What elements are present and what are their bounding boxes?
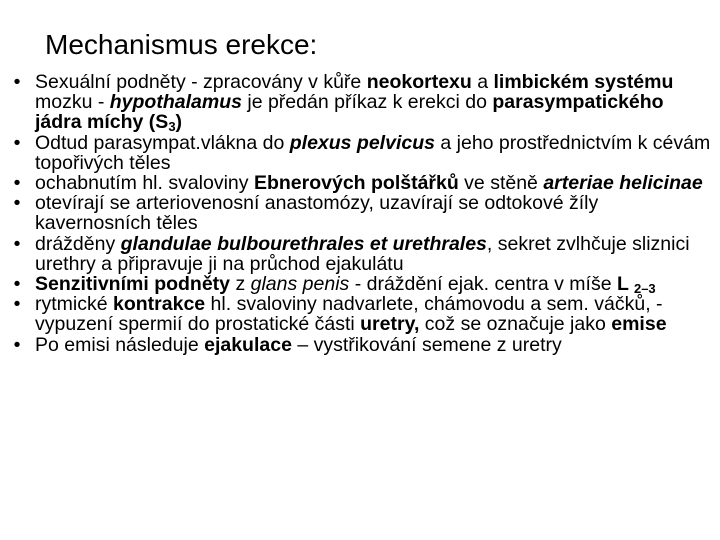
bullet-item bbox=[10, 294, 715, 334]
bullet-text-run: plexus pelvicus bbox=[289, 131, 435, 154]
bullet-text-run: 3 bbox=[168, 119, 176, 135]
bullet-text-run: – vystřikování semene z uretry bbox=[291, 333, 562, 356]
bullet-text-run: ve stěně bbox=[458, 172, 544, 195]
bullet-text-run: Sexuální podněty - zpracovány v kůře bbox=[35, 71, 367, 93]
bullet-text-run: hypothalamus bbox=[109, 91, 242, 114]
bullet-text-run: parasympatického jádra míchy (S bbox=[35, 91, 664, 134]
bullet-item bbox=[10, 173, 715, 193]
bullet-text-run: je předán příkaz k erekci do bbox=[241, 91, 493, 114]
bullet-text-run: uretry, bbox=[360, 313, 420, 336]
bullet-text-run: kontrakce bbox=[113, 293, 206, 316]
bullet-text-run: glans penis bbox=[250, 273, 350, 296]
bullet-text-run: - dráždění ejak. centra v míše bbox=[349, 273, 617, 296]
bullet-text-run: 2–3 bbox=[633, 281, 656, 297]
bullet-text-run: ejakulace bbox=[204, 333, 292, 356]
bullet-text-run: Ebnerových polštářků bbox=[253, 172, 459, 195]
bullet-dot-icon: • bbox=[13, 192, 21, 215]
bullet-text-run: Po emisi následuje bbox=[35, 333, 205, 356]
bullet-dot-icon: • bbox=[13, 293, 21, 316]
bullet-dot-icon: • bbox=[13, 273, 21, 296]
bullet-dot-icon: • bbox=[13, 131, 21, 154]
bullet-text-run: glandulae bulbourethrales et urethrales bbox=[120, 232, 487, 255]
bullet-item bbox=[10, 335, 715, 355]
bullet-text-run: otevírají se arteriovenosní anastomózy, uzavírají se odtokové žíly kavernosních těles bbox=[35, 192, 599, 235]
bullet-item bbox=[10, 133, 715, 173]
bullet-text-run: Senzitivními podněty bbox=[35, 273, 231, 296]
bullet-dot-icon: • bbox=[13, 232, 21, 255]
bullet-text-run: a jeho prostřednictvím k cévám topořivých těles bbox=[35, 131, 711, 174]
bullet-dot-icon: • bbox=[13, 333, 21, 356]
bullet-text-run: emise bbox=[611, 313, 667, 336]
bullet-text-run: hl. svaloviny nadvarlete, chámovodu a sem. váčků, - vypuzení spermií do prostatické části bbox=[35, 293, 663, 336]
bullet-text-run: , sekret zvlhčuje sliznici urethry a připravuje ji na průchod ejakulátu bbox=[35, 232, 690, 275]
bullet-text-run: ) bbox=[175, 111, 183, 134]
bullet-item bbox=[10, 193, 715, 233]
bullet-text-run: arteriae helicinae bbox=[543, 172, 703, 195]
bullet-item bbox=[10, 234, 715, 274]
slide-title: Mechanismus erekce: bbox=[45, 29, 318, 60]
bullet-text-run: limbickém systému bbox=[493, 71, 674, 93]
bullet-dot-icon: • bbox=[13, 71, 21, 93]
bullet-list bbox=[10, 72, 715, 355]
bullet-item bbox=[10, 72, 715, 133]
bullet-text-run: mozku - bbox=[35, 91, 110, 114]
bullet-text-run: drážděny bbox=[35, 232, 121, 255]
bullet-text-run: L bbox=[616, 273, 634, 296]
bullet-dot-icon: • bbox=[13, 172, 21, 195]
bullet-item bbox=[10, 273, 715, 297]
bullet-text-run: Odtud parasympat.vlákna do bbox=[35, 131, 290, 154]
bullet-text-run: což se označuje jako bbox=[419, 313, 612, 336]
bullet-text-run: ochabnutím hl. svaloviny bbox=[35, 172, 254, 195]
bullet-text-run: z bbox=[230, 273, 251, 296]
bullet-text-run: a bbox=[471, 71, 494, 93]
bullet-text-run: rytmické bbox=[35, 293, 113, 316]
bullet-text-run: neokortexu bbox=[366, 71, 472, 93]
